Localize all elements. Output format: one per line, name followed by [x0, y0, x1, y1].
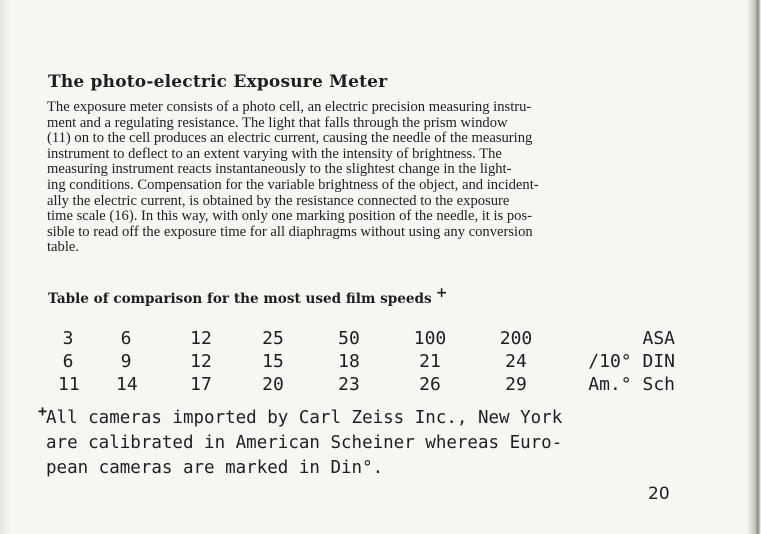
footnote-marker: +	[38, 402, 48, 420]
footnote	[38, 402, 686, 481]
table-cell: 50	[338, 328, 360, 349]
body-line: time scale (16). In this way, with only one marking position of the needle, it is pos-	[47, 208, 533, 225]
body-line: measuring instrument reacts instantaneously to the slightest change in the light-	[47, 161, 512, 178]
table-cell: 21	[419, 351, 441, 372]
table-cell: 15	[262, 351, 284, 372]
table-cell: 11	[58, 374, 80, 395]
body-line: ing conditions. Compensation for the variable brightness of the object, and incident-	[47, 176, 539, 193]
table-row-label: Am.° Sch	[588, 374, 675, 395]
table-cell: 6	[120, 328, 132, 349]
table-caption-text: Table of comparison for the most used film speeds	[48, 291, 432, 307]
table-cell: 9	[120, 351, 132, 372]
table-row-asa	[0, 328, 761, 351]
body-line: The exposure meter consists of a photo cell, an electric precision measuring instru-	[47, 99, 532, 115]
table-cell: 29	[505, 374, 527, 395]
footnote-line: pean cameras are marked in Din°.	[46, 458, 384, 478]
body-line: ally the electric current, is obtained by the resistance connected to the exposure	[47, 192, 510, 209]
table-cell: 25	[262, 328, 284, 349]
film-speed-table	[0, 328, 761, 397]
table-cell: 14	[116, 374, 138, 395]
page-edge	[747, 0, 761, 534]
table-cell: 24	[505, 351, 527, 372]
table-cell: 20	[262, 374, 284, 395]
table-cell: 18	[338, 351, 360, 372]
footnote-line: All cameras imported by Carl Zeiss Inc., New York	[46, 408, 563, 428]
table-cell: 23	[338, 374, 360, 395]
footnote-line: are calibrated in American Scheiner whereas Euro-	[46, 433, 563, 453]
table-cell: 200	[499, 328, 533, 349]
table-cell: 6	[62, 351, 74, 372]
section-title: The photo-electric Exposure Meter	[48, 72, 388, 92]
body-line: (11) on to the cell produces an electric current, causing the needle of the measuring	[47, 130, 533, 147]
footnote-marker: +	[435, 285, 448, 301]
table-cell: 3	[62, 328, 74, 349]
table-row-label: /10° DIN	[588, 351, 675, 372]
table-cell: 12	[190, 328, 212, 349]
body-line: ment and a regulating resistance. The light that falls through the prism window	[47, 114, 508, 131]
body-line: instrument to deflect to an extent varying with the intensity of brightness. The	[47, 145, 502, 162]
body-line: table.	[47, 239, 80, 256]
table-cell: 100	[413, 328, 447, 349]
page-number: 20	[648, 484, 670, 504]
table-cell: 12	[190, 351, 212, 372]
body-line: sible to read off the exposure time for all diaphragms without using any conversion	[47, 223, 533, 240]
table-cell: 26	[419, 374, 441, 395]
table-caption	[48, 285, 448, 307]
body-paragraph	[47, 100, 687, 256]
table-row-scheiner	[0, 374, 761, 397]
table-cell: 17	[190, 374, 212, 395]
page-shadow	[0, 0, 10, 534]
table-row-din	[0, 351, 761, 374]
table-row-label: ASA	[642, 328, 675, 349]
